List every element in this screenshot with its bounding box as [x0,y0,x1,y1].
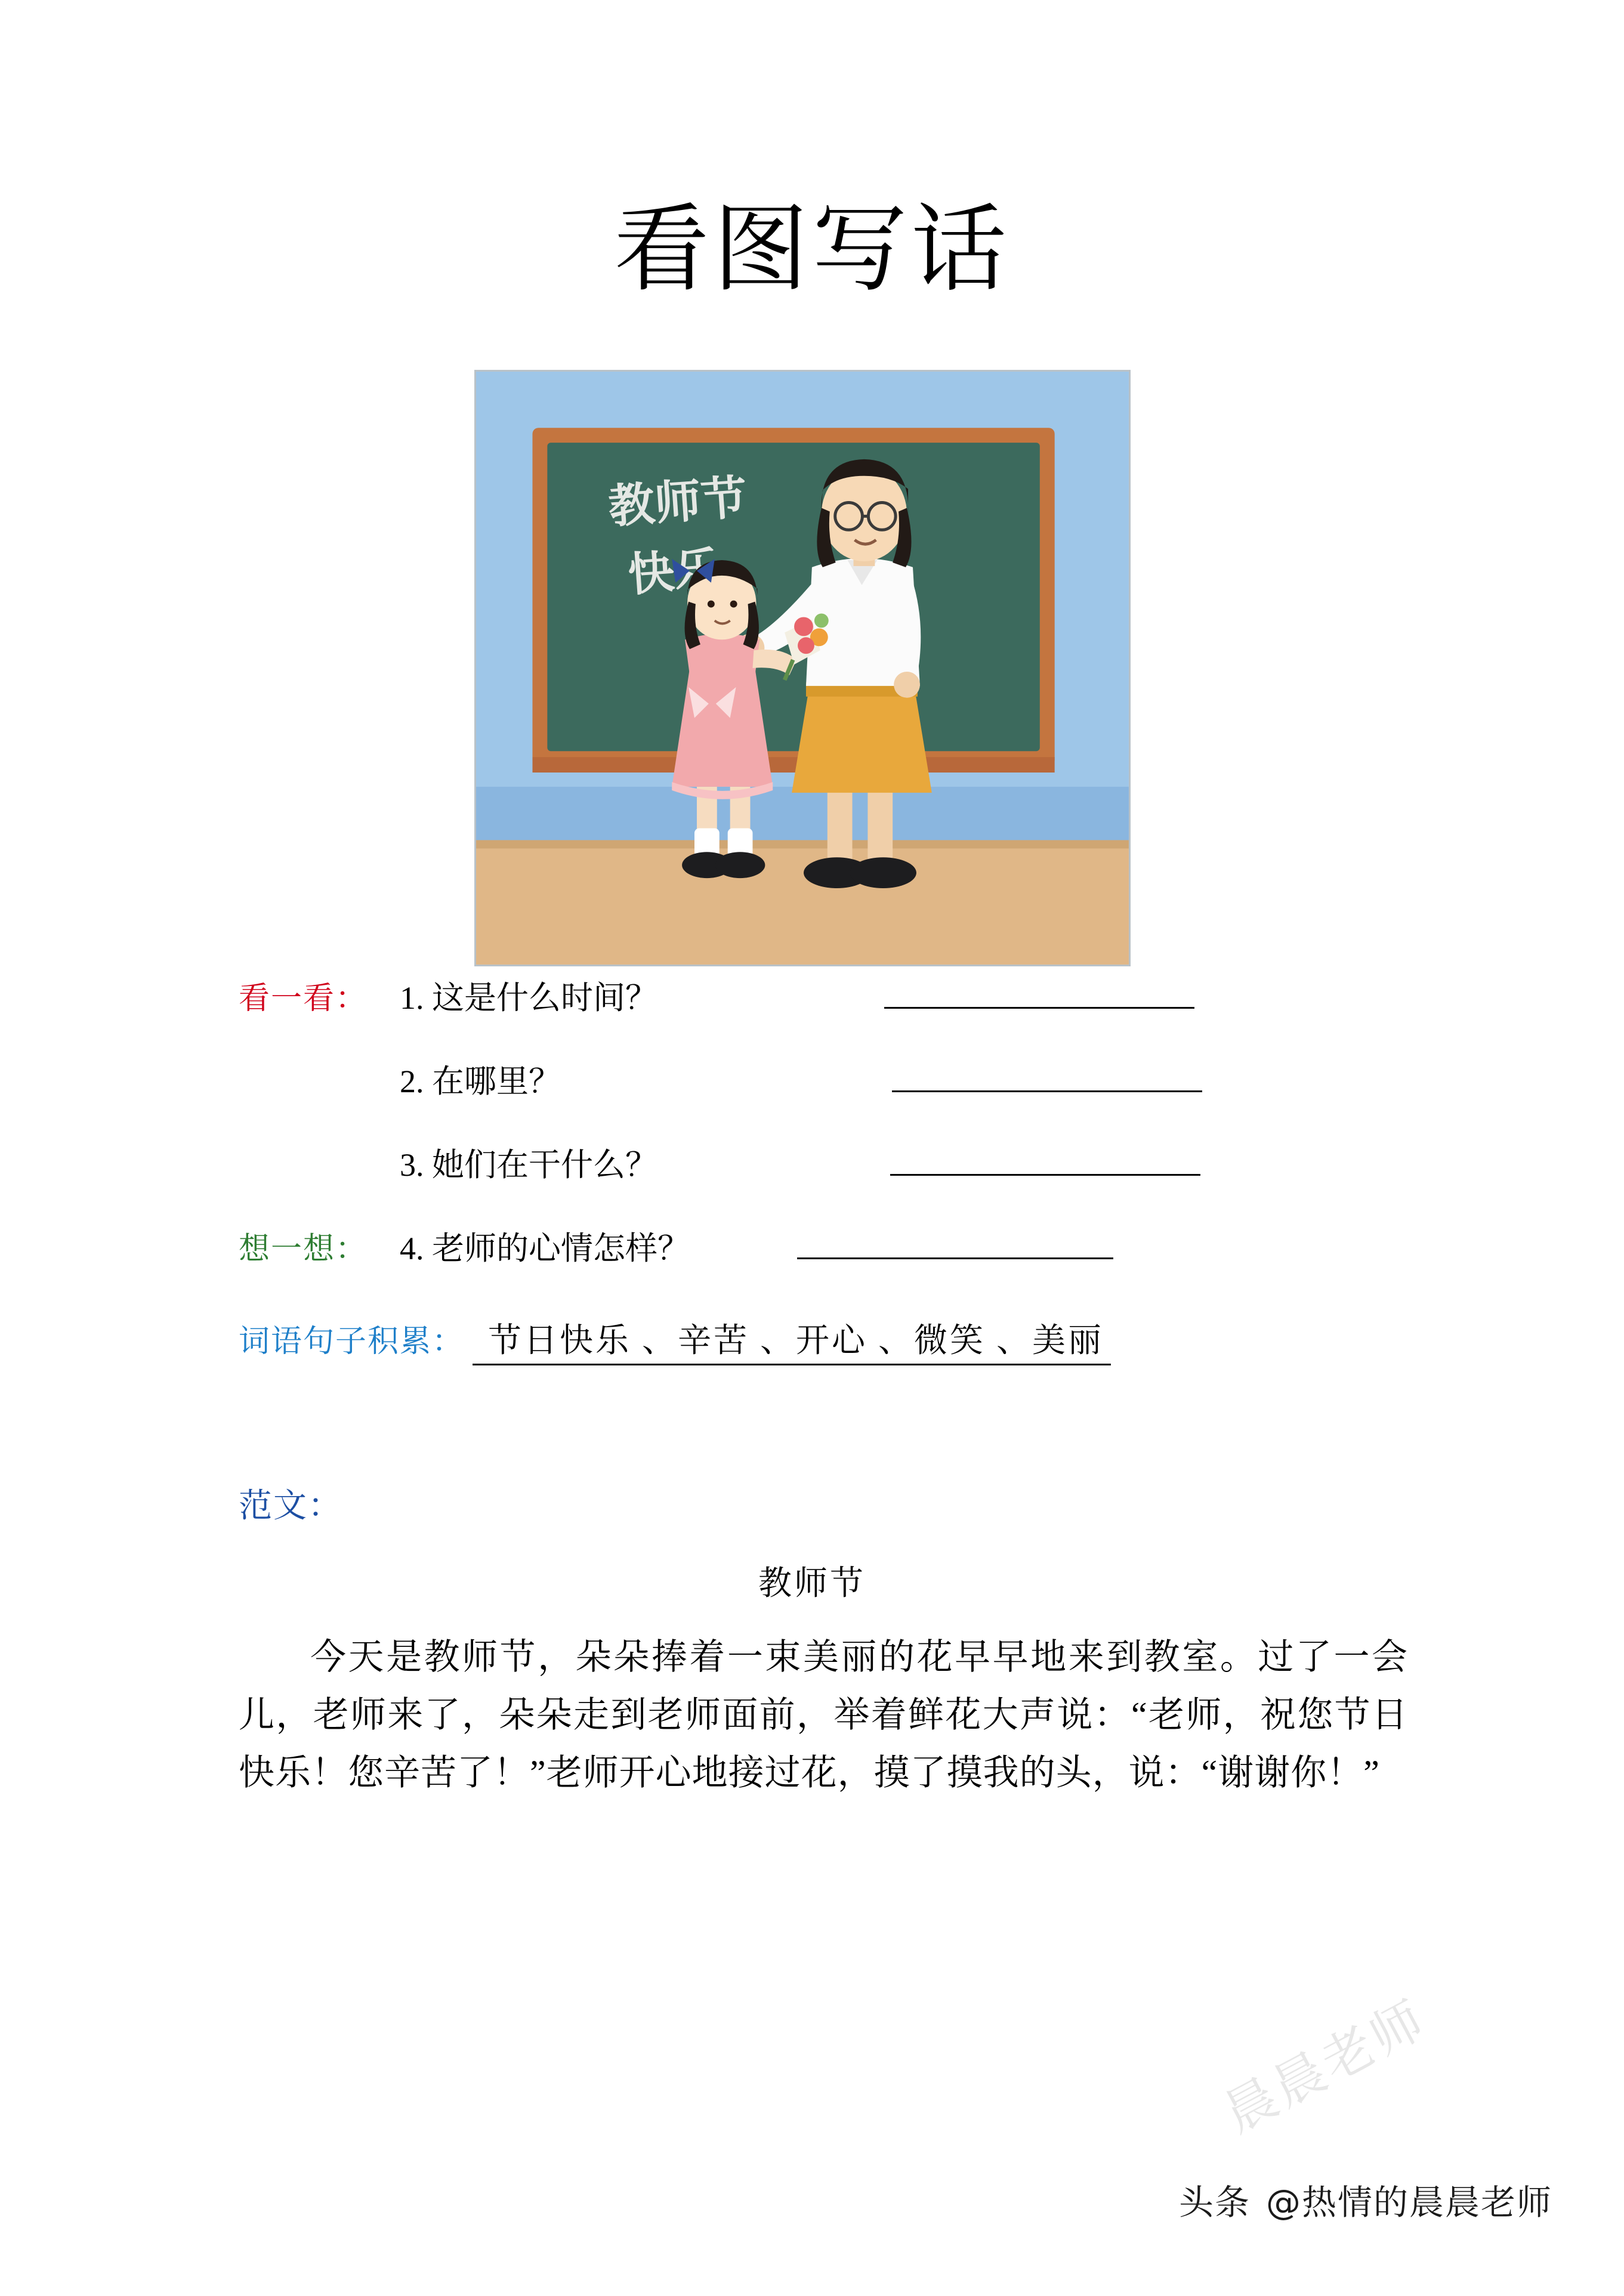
vocabulary-label: 词语句子积累： [239,1325,465,1359]
question-text-3: 3. 她们在干什么？ [400,1147,657,1183]
watermark-text: 晨晨老师 [1214,1988,1437,2144]
footer-credit [1179,2174,1552,2224]
question-row-2 [239,1056,1432,1139]
platform-name: 头条 [1178,2182,1251,2223]
vocabulary-value: 节日快乐 、辛苦 、开心 、微笑 、美丽 [473,1324,1111,1365]
vocabulary-row [239,1324,1432,1365]
question-text-1: 1. 这是什么时间？ [400,980,657,1016]
questions-block [239,972,1432,1365]
sample-essay-body: 今天是教师节，朵朵捧着一束美丽的花早早地来到教室。过了一会儿，老师来了，朵朵走到老师面前，举着鲜花大声说：“老师，祝您节日快乐！您辛苦了！”老师开心地接过花，摸了摸我的头，说：“谢谢你！” [239,1637,1408,1793]
answer-blank-2[interactable] [892,1056,1202,1092]
page-title: 看图写话 [613,193,1010,305]
sample-essay-title: 教师节 [758,1565,866,1602]
look-label: 看一看： [239,982,368,1016]
question-row-3 [239,1139,1432,1223]
sample-essay-label: 范文： [239,1488,342,1525]
answer-blank-4[interactable] [797,1223,1113,1259]
account-name: @热情的晨晨老师 [1265,2182,1552,2223]
question-row-1 [239,972,1432,1056]
illustration-svg [476,372,1129,965]
question-text-2: 2. 在哪里？ [400,1064,561,1099]
question-row-4 [239,1223,1432,1306]
answer-blank-1[interactable] [884,972,1194,1009]
svg-text:教师节: 教师节 [606,471,749,534]
teachers-day-illustration [474,370,1131,966]
question-text-4: 4. 老师的心情怎样？ [400,1231,690,1266]
think-label: 想一想： [239,1232,368,1266]
answer-blank-3[interactable] [890,1139,1200,1176]
